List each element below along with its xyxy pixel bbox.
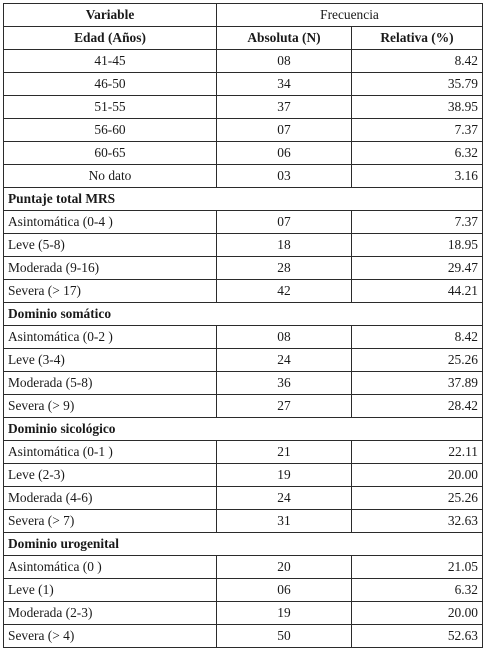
table-row xyxy=(4,280,483,303)
table-row xyxy=(4,510,483,533)
section-header-dominio-sicologico xyxy=(4,418,483,441)
row-relativa: 52.63 xyxy=(352,625,483,648)
row-label: No dato xyxy=(4,165,217,188)
header-edad: Edad (Años) xyxy=(4,27,217,50)
header-row-top xyxy=(4,4,483,27)
row-absoluta: 36 xyxy=(217,372,352,395)
row-relativa: 25.26 xyxy=(352,349,483,372)
table-row xyxy=(4,556,483,579)
row-absoluta: 34 xyxy=(217,73,352,96)
row-absoluta: 50 xyxy=(217,625,352,648)
table-row xyxy=(4,96,483,119)
row-absoluta: 31 xyxy=(217,510,352,533)
table-row xyxy=(4,441,483,464)
table-row xyxy=(4,487,483,510)
section-title: Dominio urogenital xyxy=(4,533,483,556)
table-row xyxy=(4,349,483,372)
row-label: Asintomática (0-2 ) xyxy=(4,326,217,349)
section-title: Dominio somático xyxy=(4,303,483,326)
row-absoluta: 27 xyxy=(217,395,352,418)
row-relativa: 6.32 xyxy=(352,579,483,602)
table-row xyxy=(4,211,483,234)
row-label: Severa (> 4) xyxy=(4,625,217,648)
row-label: Leve (5-8) xyxy=(4,234,217,257)
row-absoluta: 07 xyxy=(217,119,352,142)
row-relativa: 6.32 xyxy=(352,142,483,165)
row-relativa: 44.21 xyxy=(352,280,483,303)
row-label: Severa (> 7) xyxy=(4,510,217,533)
row-absoluta: 06 xyxy=(217,142,352,165)
row-label: Moderada (5-8) xyxy=(4,372,217,395)
row-relativa: 21.05 xyxy=(352,556,483,579)
header-relativa: Relativa (%) xyxy=(352,27,483,50)
table-row xyxy=(4,234,483,257)
table-row xyxy=(4,464,483,487)
frequency-table-container xyxy=(3,3,482,648)
row-absoluta: 24 xyxy=(217,349,352,372)
row-label: Asintomática (0-1 ) xyxy=(4,441,217,464)
row-absoluta: 19 xyxy=(217,602,352,625)
row-absoluta: 37 xyxy=(217,96,352,119)
row-label: Moderada (2-3) xyxy=(4,602,217,625)
table-row xyxy=(4,372,483,395)
table-row xyxy=(4,579,483,602)
table-row xyxy=(4,73,483,96)
row-relativa: 22.11 xyxy=(352,441,483,464)
row-relativa: 29.47 xyxy=(352,257,483,280)
row-label: 51-55 xyxy=(4,96,217,119)
header-variable: Variable xyxy=(4,4,217,27)
row-relativa: 3.16 xyxy=(352,165,483,188)
row-absoluta: 28 xyxy=(217,257,352,280)
row-relativa: 35.79 xyxy=(352,73,483,96)
row-relativa: 32.63 xyxy=(352,510,483,533)
table-row xyxy=(4,165,483,188)
header-frecuencia: Frecuencia xyxy=(217,4,483,27)
section-header-puntaje-total xyxy=(4,188,483,211)
row-label: Asintomática (0-4 ) xyxy=(4,211,217,234)
row-relativa: 18.95 xyxy=(352,234,483,257)
row-relativa: 8.42 xyxy=(352,50,483,73)
table-row xyxy=(4,326,483,349)
row-label: Moderada (4-6) xyxy=(4,487,217,510)
row-relativa: 8.42 xyxy=(352,326,483,349)
row-label: 60-65 xyxy=(4,142,217,165)
table-row xyxy=(4,257,483,280)
row-label: Asintomática (0 ) xyxy=(4,556,217,579)
section-title: Puntaje total MRS xyxy=(4,188,483,211)
header-absoluta: Absoluta (N) xyxy=(217,27,352,50)
row-absoluta: 03 xyxy=(217,165,352,188)
row-label: Leve (2-3) xyxy=(4,464,217,487)
row-label: 41-45 xyxy=(4,50,217,73)
row-relativa: 7.37 xyxy=(352,211,483,234)
row-relativa: 7.37 xyxy=(352,119,483,142)
row-label: Leve (1) xyxy=(4,579,217,602)
row-absoluta: 20 xyxy=(217,556,352,579)
table-row xyxy=(4,395,483,418)
row-label: Severa (> 9) xyxy=(4,395,217,418)
table-row xyxy=(4,625,483,648)
row-relativa: 28.42 xyxy=(352,395,483,418)
table-row xyxy=(4,142,483,165)
row-label: Moderada (9-16) xyxy=(4,257,217,280)
row-relativa: 25.26 xyxy=(352,487,483,510)
row-absoluta: 08 xyxy=(217,50,352,73)
table-row xyxy=(4,50,483,73)
header-row-sub xyxy=(4,27,483,50)
row-absoluta: 24 xyxy=(217,487,352,510)
row-absoluta: 06 xyxy=(217,579,352,602)
row-relativa: 20.00 xyxy=(352,464,483,487)
row-relativa: 37.89 xyxy=(352,372,483,395)
row-absoluta: 07 xyxy=(217,211,352,234)
row-absoluta: 21 xyxy=(217,441,352,464)
frequency-table xyxy=(3,3,483,648)
row-label: Leve (3-4) xyxy=(4,349,217,372)
row-absoluta: 19 xyxy=(217,464,352,487)
section-title: Dominio sicológico xyxy=(4,418,483,441)
section-header-dominio-somatico xyxy=(4,303,483,326)
row-label: Severa (> 17) xyxy=(4,280,217,303)
row-relativa: 20.00 xyxy=(352,602,483,625)
row-label: 46-50 xyxy=(4,73,217,96)
section-header-dominio-urogenital xyxy=(4,533,483,556)
table-row xyxy=(4,119,483,142)
row-relativa: 38.95 xyxy=(352,96,483,119)
row-absoluta: 18 xyxy=(217,234,352,257)
table-body xyxy=(4,50,483,648)
row-absoluta: 08 xyxy=(217,326,352,349)
row-absoluta: 42 xyxy=(217,280,352,303)
row-label: 56-60 xyxy=(4,119,217,142)
